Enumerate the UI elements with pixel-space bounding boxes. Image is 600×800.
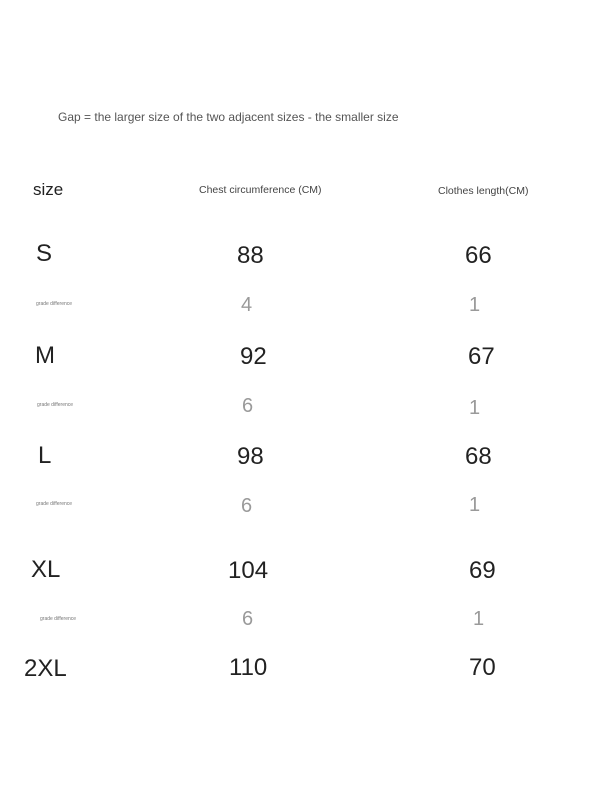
length-difference-value: 1: [469, 494, 481, 516]
grade-difference-label: grade difference: [36, 301, 73, 307]
chest-value-2xl: 110: [229, 654, 268, 681]
size-label-2xl: 2XL: [24, 655, 67, 682]
header-clothes-length: Clothes length(CM): [438, 185, 529, 197]
chest-difference-value: 6: [241, 495, 253, 517]
chest-value-s: 88: [237, 242, 264, 269]
length-value-2xl: 70: [469, 654, 496, 681]
size-label-m: M: [35, 342, 55, 369]
chest-value-xl: 104: [228, 557, 269, 584]
length-value-m: 67: [468, 343, 495, 370]
grade-difference-label: grade difference: [40, 616, 77, 622]
header-size: size: [33, 180, 64, 199]
length-difference-value: 1: [473, 608, 485, 630]
length-value-l: 68: [465, 443, 492, 470]
chest-difference-value: 4: [241, 294, 253, 316]
length-difference-value: 1: [469, 294, 481, 316]
length-difference-value: 1: [469, 397, 481, 419]
chest-difference-value: 6: [242, 395, 254, 417]
grade-difference-label: grade difference: [36, 501, 73, 507]
size-label-l: L: [38, 442, 52, 469]
length-value-s: 66: [465, 242, 492, 269]
chest-difference-value: 6: [242, 608, 254, 630]
gap-note: Gap = the larger size of the two adjacent sizes - the smaller size: [58, 110, 399, 124]
chest-value-l: 98: [237, 443, 264, 470]
header-chest-circumference: Chest circumference (CM): [199, 184, 322, 196]
grade-difference-label: grade difference: [37, 402, 74, 408]
chest-value-m: 92: [240, 343, 267, 370]
size-label-s: S: [36, 240, 53, 267]
size-label-xl: XL: [31, 556, 61, 583]
length-value-xl: 69: [469, 557, 496, 584]
